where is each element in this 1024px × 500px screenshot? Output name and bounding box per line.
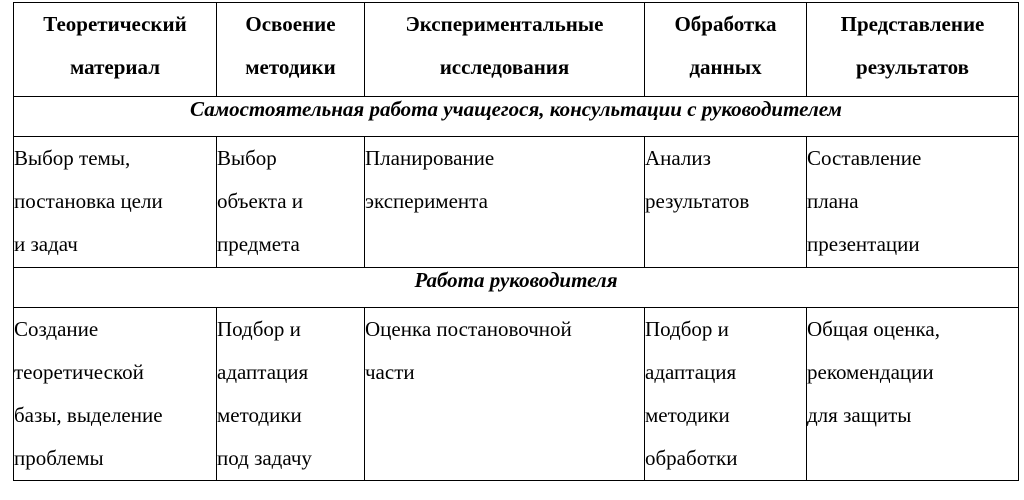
header-line: материал (70, 55, 160, 79)
cell-line: эксперимента (365, 189, 488, 213)
cell-line: Выбор темы, (14, 146, 131, 170)
column-header-theory (14, 3, 217, 97)
cell-line: Планирование (365, 146, 495, 170)
cell-line: объекта и (217, 189, 304, 213)
table-cell (217, 308, 365, 481)
table-row-student (14, 137, 1019, 268)
cell-line: Анализ (645, 146, 711, 170)
column-header-data-processing (645, 3, 807, 97)
table-cell (807, 137, 1019, 268)
cell-line: адаптация (217, 360, 309, 384)
table-cell (14, 137, 217, 268)
cell-line: предмета (217, 232, 300, 256)
section-title-supervisor: Работа руководителя (14, 268, 1019, 308)
section-row-student (14, 97, 1019, 137)
header-line: данных (689, 55, 762, 79)
cell-line: плана (807, 189, 859, 213)
header-line: Теоретический (43, 12, 187, 36)
cell-line: результатов (645, 189, 750, 213)
section-row-supervisor (14, 268, 1019, 308)
cell-line: Подбор и (217, 317, 301, 341)
table-cell (217, 137, 365, 268)
cell-line: базы, выделение (14, 403, 163, 427)
cell-line: презентации (807, 232, 920, 256)
column-header-methods (217, 3, 365, 97)
header-line: Обработка (674, 12, 777, 36)
cell-line: Создание (14, 317, 99, 341)
cell-line: Составление (807, 146, 922, 170)
cell-line: Подбор и (645, 317, 729, 341)
column-header-presentation (807, 3, 1019, 97)
table-cell (645, 137, 807, 268)
cell-line: методики (645, 403, 730, 427)
header-line: исследования (439, 55, 570, 79)
table-cell (365, 308, 645, 481)
header-row (14, 3, 1019, 97)
header-line: методики (245, 55, 336, 79)
cell-line: Выбор (217, 146, 277, 170)
table-cell (807, 308, 1019, 481)
header-line: Освоение (245, 12, 336, 36)
header-line: Представление (840, 12, 985, 36)
section-title-student: Самостоятельная работа учащегося, консультации с руководителем (14, 97, 1019, 137)
cell-line: методики (217, 403, 302, 427)
cell-line: части (365, 360, 415, 384)
cell-line: и задач (14, 232, 78, 256)
header-line: Экспериментальные (405, 12, 604, 36)
cell-line: Оценка постановочной (365, 317, 572, 341)
table-cell (365, 137, 645, 268)
cell-line: адаптация (645, 360, 737, 384)
cell-line: проблемы (14, 446, 104, 470)
table-row-supervisor (14, 308, 1019, 481)
table-cell (14, 308, 217, 481)
cell-line: для защиты (807, 403, 912, 427)
stages-table (13, 2, 1019, 481)
column-header-experiments (365, 3, 645, 97)
cell-line: Общая оценка, (807, 317, 941, 341)
table-cell (645, 308, 807, 481)
cell-line: под задачу (217, 446, 312, 470)
cell-line: обработки (645, 446, 738, 470)
cell-line: рекомендации (807, 360, 934, 384)
cell-line: теоретической (14, 360, 144, 384)
cell-line: постановка цели (14, 189, 163, 213)
header-line: результатов (856, 55, 969, 79)
